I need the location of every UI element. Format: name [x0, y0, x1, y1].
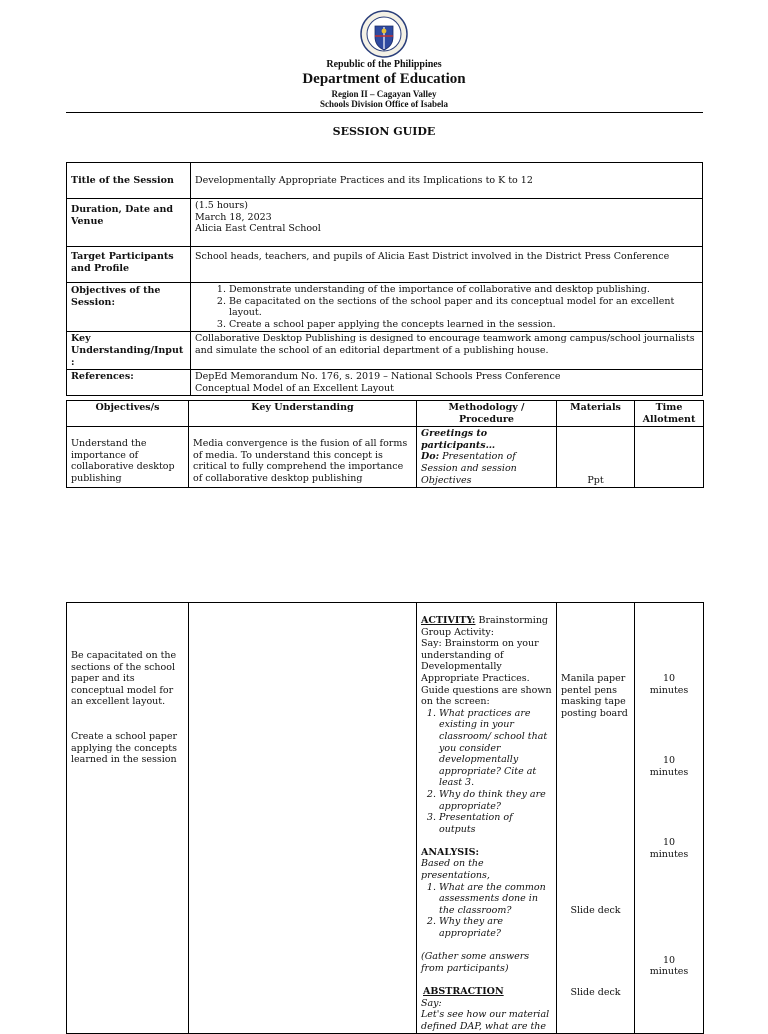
material-item: posting board: [561, 707, 628, 719]
duration-date: March 18, 2023: [195, 211, 272, 223]
key-value: Collaborative Desktop Publishing is designed to encourage teamwork among campus/school journalists and simulate the school of an editorial department of a publishing house.: [191, 332, 703, 370]
session-info-table: [66, 162, 703, 396]
column-header: Objectives/s: [67, 401, 189, 427]
list-item: 3. Presentation of outputs: [439, 812, 552, 835]
column-header: Time Allotment: [635, 401, 704, 427]
activity-label: ACTIVITY:: [421, 615, 476, 626]
materials-cell: Ppt: [557, 427, 635, 488]
reference-item: DepEd Memorandum No. 176, s. 2019 – National Schools Press Conference: [195, 371, 561, 383]
table-row: [67, 247, 703, 283]
duration-venue: Alicia East Central School: [195, 223, 321, 235]
objectives-cell: [191, 283, 703, 332]
list-item: 1. Demonstrate understanding of the importance of collaborative and desktop publishing.: [229, 284, 698, 296]
activity-guide: Guide questions are shown on the screen:: [421, 684, 552, 708]
department-name: Department of Education: [302, 71, 466, 87]
analysis-label: ANALYSIS: [421, 846, 476, 858]
abstraction-label: ABSTRACTION: [423, 986, 504, 997]
objective-cell: [67, 603, 189, 1034]
abstraction-text: Let's see how our material defined DAP, what are the: [421, 1009, 550, 1032]
objective-text: Create a school paper applying the concepts learned in the session: [71, 731, 178, 766]
list-item: 1. What are the common assessments done in the classroom?: [439, 882, 552, 917]
material-item: Slide deck: [570, 986, 621, 998]
methodology-cell: ACTIVITY: Brainstorming Group Activity: Say: Brainstorm on your understanding of Developmentally Appropriate Practices. Guide questions are shown on the screen: 1. What practices are existing in your classroom/ school that you consider developmentally appropriate? Cite at least 3. 2. Why do think they are appropriate? 3. Presentation of outputs ANALYSIS: Based on the presentations, 1. What are the common assessments done in the classroom? 2. Why they are appropriate? (Gather some answers from participants) ABSTRACTION Say: Let's see how our material defined DAP, what are the: [417, 603, 557, 1034]
activity-questions: [421, 708, 552, 836]
time-value: 10 minutes: [649, 673, 689, 696]
objectives-label: Objectives of the Session:: [67, 283, 191, 332]
key-understanding-cell: Media convergence is the fusion of all forms of media. To understand this concept is critical to fully comprehend the importance of collaborative desktop publishing: [189, 427, 417, 488]
material-item: masking tape: [561, 696, 626, 708]
references-label: References:: [67, 370, 191, 396]
analysis-questions: [421, 882, 552, 940]
deped-seal-icon: [360, 10, 408, 58]
table-row: [67, 283, 703, 332]
division-line: Schools Division Office of Isabela: [319, 99, 448, 109]
objective-text: Be capacitated on the sections of the school paper and its conceptual model for an excellent layout.: [71, 650, 177, 708]
do-text: Presentation of Session and session Objectives: [421, 451, 517, 486]
list-item: 2. Why do think they are appropriate?: [439, 789, 552, 812]
time-value: 10 minutes: [649, 837, 689, 860]
time-cell: [635, 603, 704, 1034]
list-item: 1. What practices are existing in your classroom/ school that you consider developmentally appropriate? Cite at least 3.: [439, 708, 552, 789]
title-value: Developmentally Appropriate Practices and its Implications to K to 12: [191, 163, 703, 199]
reference-item: Conceptual Model of an Excellent Layout: [195, 382, 394, 394]
analysis-note: (Gather some answers from participants): [421, 951, 530, 974]
page-title: SESSION GUIDE: [332, 125, 436, 138]
materials-cell: [557, 603, 635, 1034]
activity-say: Say: Brainstorm on your understanding of Developmentally Appropriate Practices.: [421, 638, 539, 684]
region-line: Region II – Cagayan Valley: [331, 89, 437, 99]
column-header: Methodology / Procedure: [417, 401, 557, 427]
objectives-list: [195, 284, 698, 330]
table-row: [67, 370, 703, 396]
target-value: School heads, teachers, and pupils of Alicia East District involved in the District Press Conference: [191, 247, 703, 283]
duration-cell: [191, 199, 703, 247]
session-plan-table-continued: [66, 602, 704, 1034]
do-label: Do:: [421, 451, 440, 463]
activity-title: Brainstorming Group Activity:: [421, 615, 549, 638]
material-item: Manila paper: [561, 673, 626, 684]
table-row: [67, 332, 703, 370]
session-plan-table: [66, 400, 704, 488]
duration-hours: (1.5 hours): [195, 200, 248, 211]
table-row: [67, 603, 704, 1034]
table-row: [67, 199, 703, 247]
duration-label: Duration, Date and Venue: [67, 199, 191, 247]
header-divider: [66, 112, 703, 113]
material-item: Slide deck: [570, 905, 621, 917]
objective-cell: Understand the importance of collaborative desktop publishing: [67, 427, 189, 488]
title-label: Title of the Session: [67, 163, 191, 199]
table-row: [67, 427, 704, 488]
list-item: 2. Why they are appropriate?: [439, 916, 552, 939]
target-label: Target Participants and Profile: [67, 247, 191, 283]
republic-line: Republic of the Philippines: [326, 59, 442, 70]
list-item: 2. Be capacitated on the sections of the school paper and its conceptual model for an excellent layout.: [229, 296, 698, 319]
greeting-text: Greetings to participants…: [421, 428, 496, 451]
key-understanding-cell: [189, 603, 417, 1034]
material-item: pentel pens: [561, 684, 618, 696]
time-cell: [635, 427, 704, 488]
methodology-cell: [417, 427, 557, 488]
references-cell: [191, 370, 703, 396]
analysis-intro: Based on the presentations,: [421, 858, 490, 882]
abstraction-say: Say:: [421, 997, 442, 1009]
key-label: Key Understanding/Input :: [67, 332, 191, 370]
table-row: [67, 163, 703, 199]
time-value: 10 minutes: [649, 954, 689, 978]
list-item: 3. Create a school paper applying the concepts learned in the session.: [229, 319, 698, 331]
time-value: 10 minutes: [649, 755, 689, 778]
table-header-row: [67, 401, 704, 427]
column-header: Key Understanding: [189, 401, 417, 427]
column-header: Materials: [557, 401, 635, 427]
